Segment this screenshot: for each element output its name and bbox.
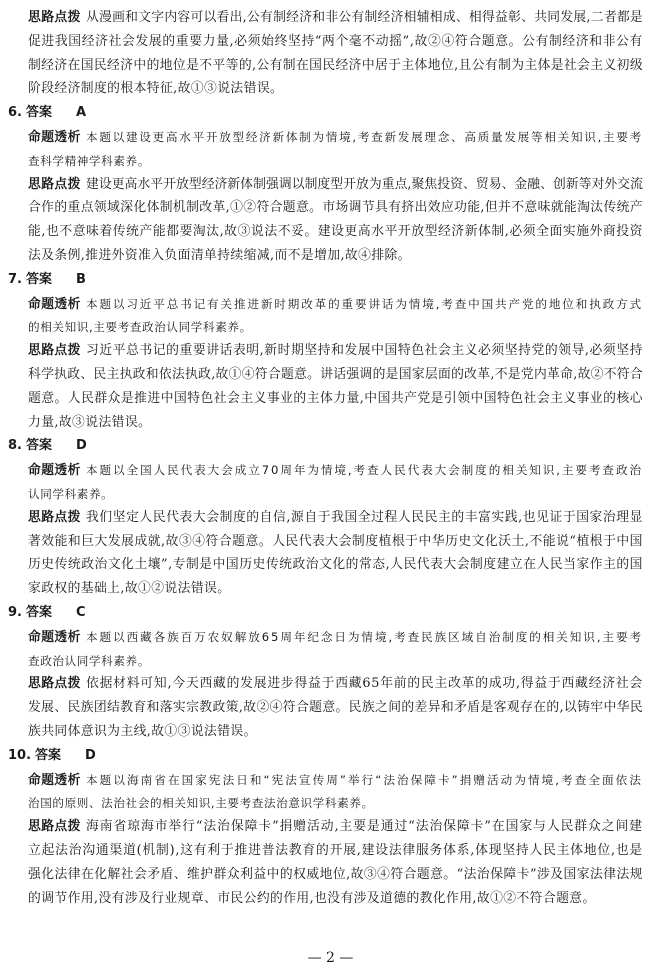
analysis-text: 查科学精神学科素养。 — [28, 153, 150, 168]
thinking-line — [28, 81, 283, 97]
thinking-text: 家政权的基础上,故①②说法错误。 — [28, 581, 231, 597]
answer-letter: D — [76, 438, 87, 454]
thinking-line — [28, 58, 643, 74]
analysis-text: 查政治认同学科素养。 — [28, 653, 150, 668]
thinking-text: 促进我国经济社会发展的重要力量,必须始终坚持“两个毫不动摇”,故②④符合题意。公有制经济和非公有 — [28, 33, 643, 49]
analysis-line — [28, 153, 150, 170]
thinking-label: 思路点拨 — [28, 676, 81, 692]
thinking-line — [28, 10, 643, 26]
thinking-text: 族共同体意识为主线,故①③说法错误。 — [28, 724, 257, 739]
question-number: 7. — [8, 271, 22, 287]
answer-label: 答案 — [25, 438, 52, 454]
thinking-text: 能,也不意味着传统产能都要淘汰,故③说法不妥。建设更高水平开放型经济新体制,必须全面实施外商投资 — [28, 224, 643, 240]
thinking-text: 题意。人民群众是推进中国特色社会主义事业的主体力量,中国共产党是引领中国特色社会主义事业的核心 — [28, 390, 643, 406]
thinking-text: 力量,故③说法错误。 — [28, 414, 152, 430]
answer-heading — [8, 105, 86, 121]
page-number: — 2 — — [307, 950, 354, 966]
thinking-line — [28, 367, 643, 383]
analysis-text: 本题以建设更高水平开放型经济新体制为情境,考查新发展理念、高质量发展等相关知识,主要考 — [86, 130, 643, 144]
analysis-label: 命题透析 — [28, 463, 81, 479]
thinking-line — [28, 819, 643, 835]
analysis-line — [28, 795, 374, 812]
thinking-text: 的调节作用,没有涉及行业规章、市民公约的作用,也没有涉及道德的教化作用,故①②不符合题意。 — [28, 890, 596, 906]
analysis-label: 命题透析 — [28, 772, 81, 788]
question-number: 9. — [8, 605, 22, 620]
thinking-line — [28, 557, 643, 573]
thinking-line — [28, 415, 151, 431]
thinking-text: 建设更高水平开放型经济新体制强调以制度型开放为重点,聚焦投资、贸易、金融、创新等对外交流 — [86, 176, 643, 192]
thinking-line — [28, 867, 643, 883]
analysis-line — [28, 653, 150, 670]
analysis-label: 命题透析 — [28, 130, 81, 145]
thinking-line — [28, 200, 643, 216]
answer-label: 答案 — [25, 271, 52, 287]
thinking-text: 科学执政、民主执政和依法执政,故①④符合题意。讲话强调的是国家层面的改革,不是党内革命,故②不符合 — [28, 367, 643, 382]
thinking-line — [28, 224, 643, 240]
thinking-line — [28, 510, 643, 526]
answer-letter: A — [76, 105, 87, 121]
answer-label: 答案 — [35, 747, 62, 763]
analysis-line — [28, 319, 252, 336]
thinking-text: 法及条例,推进外资准入负面清单持续缩减,而不是增加,故④排除。 — [28, 248, 411, 263]
question-number: 6. — [8, 105, 22, 121]
answer-heading — [8, 272, 86, 288]
analysis-text: 的相关知识,主要考查政治认同学科素养。 — [28, 320, 252, 335]
thinking-text: 我们坚定人民代表大会制度的自信,源自于我国全过程人民民主的丰富实践,也见证于国家治理显 — [86, 509, 643, 525]
analysis-line — [28, 462, 643, 479]
thinking-text: 制经济在国民经济中的地位是不平等的,公有制在国民经济中居于主体地位,且公有制为主体是社会主义初级 — [28, 57, 643, 73]
thinking-label: 思路点拨 — [28, 10, 81, 25]
thinking-text: 著效能和巨大发展成就,故③④符合题意。人民代表大会制度植根于中华历史文化沃土,不能说“植根于中国 — [28, 533, 643, 549]
analysis-text: 治国的原则、法治社会的相关知识,主要考查法治意识学科素养。 — [28, 796, 374, 811]
answer-letter: C — [76, 605, 86, 620]
thinking-text: 合作的重点领域深化体制机制改革,①②符合题意。市场调节具有挤出效应功能,但并不意味就能淘汰传统产 — [28, 200, 643, 216]
analysis-line — [28, 772, 643, 789]
thinking-line — [28, 248, 411, 264]
thinking-text: 阶段经济制度的根本特征,故①③说法错误。 — [28, 81, 284, 97]
analysis-label: 命题透析 — [28, 629, 81, 645]
analysis-text: 本题以全国人民代表大会成立70周年为情境,考查人民代表大会制度的相关知识,主要考查政治 — [86, 463, 643, 478]
answer-letter: D — [85, 747, 96, 763]
thinking-text: 从漫画和文字内容可以看出,公有制经济和非公有制经济相辅相成、相得益彰、共同发展,二者都是 — [86, 10, 643, 25]
thinking-line — [28, 534, 643, 550]
thinking-label: 思路点拨 — [28, 819, 81, 835]
thinking-label: 思路点拨 — [28, 176, 81, 192]
answer-heading — [8, 605, 86, 621]
thinking-line — [28, 676, 643, 692]
analysis-text: 认同学科素养。 — [28, 487, 114, 501]
answer-label: 答案 — [25, 605, 52, 620]
thinking-line — [28, 177, 643, 193]
thinking-text: 习近平总书记的重要讲话表明,新时期坚持和发展中国特色社会主义必须坚持党的领导,必须坚持 — [86, 343, 643, 359]
thinking-text: 海南省琼海市举行“法治保障卡”捐赠活动,主要是通过“法治保障卡”在国家与人民群众之间建 — [86, 819, 643, 835]
analysis-line — [28, 486, 113, 503]
thinking-line — [28, 843, 643, 859]
analysis-line — [28, 629, 643, 646]
thinking-line — [28, 391, 643, 407]
analysis-text: 本题以习近平总书记有关推进新时期改革的重要讲话为情境,考查中国共产党的地位和执政方式 — [86, 296, 643, 311]
analysis-text: 本题以西藏各族百万农奴解放65周年纪念日为情境,考查民族区域自治制度的相关知识,主要考 — [86, 629, 643, 644]
thinking-label: 思路点拨 — [28, 343, 81, 359]
analysis-text: 本题以海南省在国家宪法日和“宪法宣传周”举行“法治保障卡”捐赠活动为情境,考查全面依法 — [86, 772, 643, 787]
analysis-line — [28, 296, 643, 313]
thinking-text: 发展、民族团结教育和落实宗教政策,故②④符合题意。民族之间的差异和矛盾是客观存在的,以铸牢中华民 — [28, 700, 643, 716]
answer-heading — [8, 748, 96, 764]
thinking-line — [28, 343, 643, 359]
answer-label: 答案 — [25, 105, 52, 121]
question-number: 10. — [8, 747, 32, 763]
thinking-text: 依据材料可知,今天西藏的发展进步得益于西藏65年前的民主改革的成功,得益于西藏经济社会 — [86, 676, 643, 692]
thinking-line — [28, 891, 596, 907]
thinking-line — [28, 700, 643, 716]
thinking-label: 思路点拨 — [28, 509, 81, 525]
analysis-line — [28, 129, 643, 146]
thinking-line — [28, 724, 257, 740]
thinking-text: 强化法律在化解社会矛盾、维护群众利益中的权威地位,故③④符合题意。“法治保障卡”涉及国家法律法规 — [28, 866, 643, 882]
analysis-label: 命题透析 — [28, 296, 81, 312]
question-number: 8. — [8, 438, 22, 454]
thinking-text: 立起法治沟通渠道(机制),这有利于推进普法教育的开展,建设法律服务体系,体现坚持人民主体地位,也是 — [28, 843, 643, 858]
answer-letter: B — [76, 271, 86, 287]
thinking-line — [28, 34, 643, 50]
thinking-text: 历史传统政治文化土壤”,专制是中国历史传统政治文化的常态,人民代表大会制度建立在人民当家作主的国 — [28, 557, 643, 573]
thinking-line — [28, 581, 230, 597]
answer-heading — [8, 438, 87, 454]
